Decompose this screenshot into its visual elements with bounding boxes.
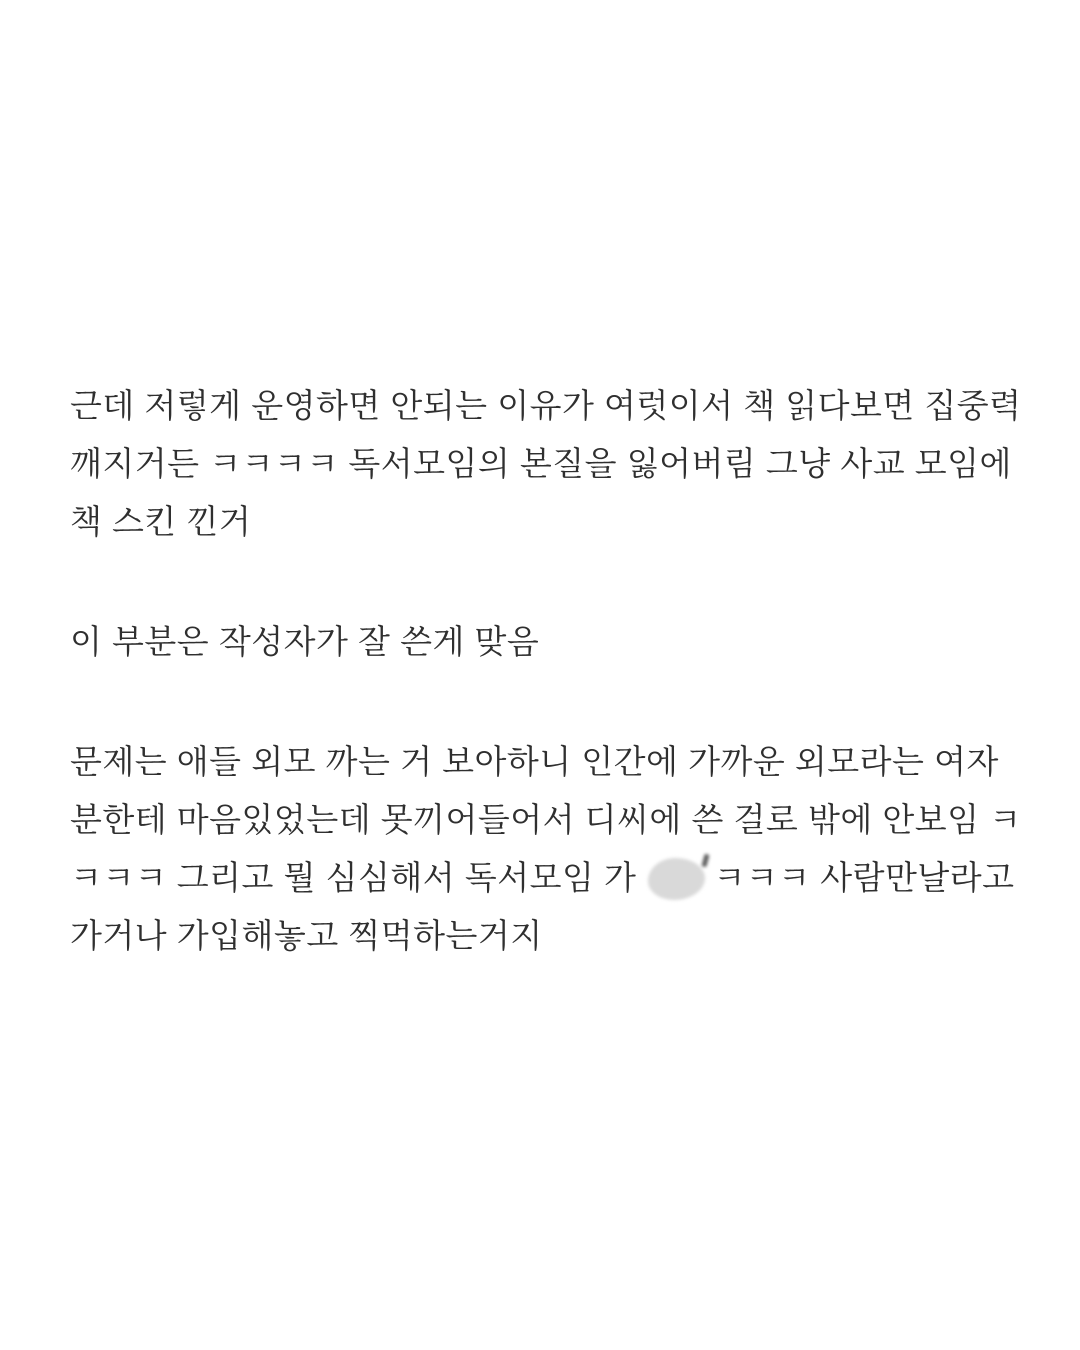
text-line: 이 부분은 작성자가 잘 쓴게 맞음 <box>70 623 540 660</box>
text-before-redaction: ㅋㅋㅋ 그리고 뭘 심심해서 독서모임 가 <box>70 859 637 896</box>
text-line: 근데 저렇게 운영하면 안되는 이유가 여럿이서 책 읽다보면 집중력 <box>70 387 1022 424</box>
paragraph-1 <box>70 377 1050 551</box>
paragraph-2 <box>70 613 1050 671</box>
blurred-censored-word <box>648 858 705 900</box>
post-text-block <box>70 377 1050 1027</box>
text-line: 분한테 마음있었는데 못끼어들어서 디씨에 쓴 걸로 밖에 안보임 ㅋ <box>70 801 1022 838</box>
redaction-stray-mark <box>702 854 710 868</box>
paragraph-3 <box>70 733 1050 965</box>
text-line: 가거나 가입해놓고 찍먹하는거지 <box>70 917 543 954</box>
text-line: 깨지거든 ㅋㅋㅋㅋ 독서모임의 본질을 잃어버림 그냥 사교 모임에 <box>70 445 1012 482</box>
text-after-redaction: ㅋㅋㅋ 사람만날라고 <box>713 859 1015 896</box>
text-line: 책 스킨 낀거 <box>70 503 252 540</box>
text-line: 문제는 애들 외모 까는 거 보아하니 인간에 가까운 외모라는 여자 <box>70 743 999 780</box>
text-line-with-redaction <box>70 849 1050 907</box>
